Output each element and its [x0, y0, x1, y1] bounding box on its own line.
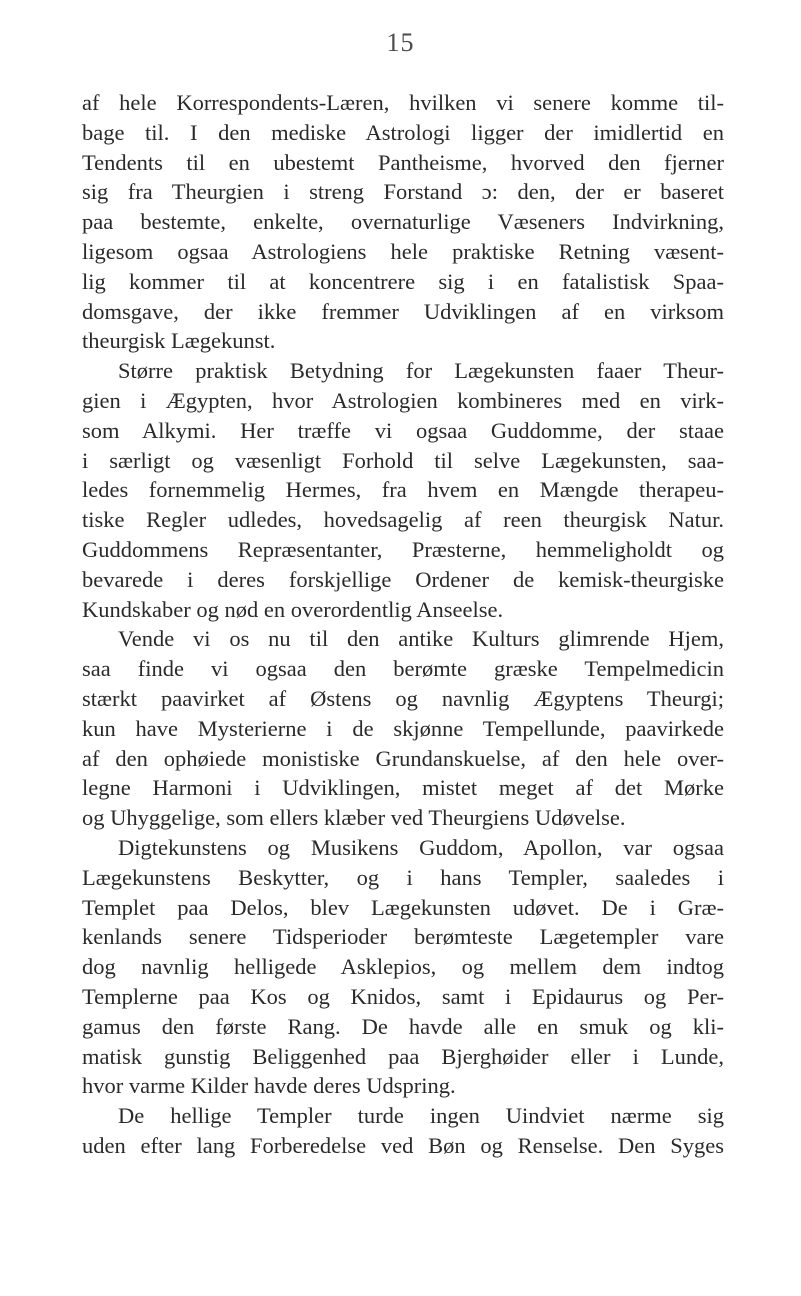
text-line: paa bestemte, enkelte, overnaturlige Væseners Indvirkning,: [82, 209, 724, 235]
text-line: og Uhyggelige, som ellers klæber ved Theurgiens Udøvelse.: [82, 805, 626, 831]
text-line: Guddommens Repræsentanter, Præsterne, hemmeligholdt og: [82, 536, 724, 562]
paragraph-start-line: Større praktisk Betydning for Lægekunsten faaer Theur-: [118, 358, 724, 384]
text-line: kenlands senere Tidsperioder berømteste Lægetempler vare: [82, 924, 724, 950]
text-line: uden efter lang Forberedelse ved Bøn og Renselse. Den Syges: [82, 1132, 724, 1158]
text-line: legne Harmoni i Udviklingen, mistet meget af det Mørke: [82, 775, 724, 801]
text-line: sig fra Theurgien i streng Forstand ɔ: den, der er baseret: [82, 179, 724, 205]
text-line: gamus den første Rang. De havde alle en smuk og kli-: [82, 1013, 724, 1039]
text-line: hvor varme Kilder havde deres Udspring.: [82, 1073, 456, 1099]
text-line: bevarede i deres forskjellige Ordener de kemisk-theurgiske: [82, 566, 724, 592]
text-line: Tendents til en ubestemt Pantheisme, hvorved den fjerner: [82, 149, 724, 175]
text-line: Templerne paa Kos og Knidos, samt i Epidaurus og Per-: [82, 983, 724, 1009]
text-line: stærkt paavirket af Østens og navnlig Ægyptens Theurgi;: [82, 685, 724, 711]
text-line: gien i Ægypten, hvor Astrologien kombineres med en virk-: [82, 387, 724, 413]
text-line: Kundskaber og nød en overordentlig Anseelse.: [82, 596, 504, 622]
text-line: domsgave, der ikke fremmer Udviklingen af en virksom: [82, 298, 724, 324]
text-line: som Alkymi. Her træffe vi ogsaa Guddomme, der staae: [82, 417, 724, 443]
text-line: saa finde vi ogsaa den berømte græske Tempelmedicin: [82, 656, 724, 682]
paragraph-start-line: Vende vi os nu til den antike Kulturs glimrende Hjem,: [118, 626, 724, 652]
text-line: theurgisk Lægekunst.: [82, 328, 276, 354]
text-line: dog navnlig helligede Asklepios, og mellem dem indtog: [82, 954, 724, 980]
text-line: matisk gunstig Beliggenhed paa Bjerghøider eller i Lunde,: [82, 1043, 724, 1069]
text-line: lig kommer til at koncentrere sig i en fatalistisk Spaa-: [82, 268, 724, 294]
text-line: i særligt og væsenligt Forhold til selve Lægekunsten, saa-: [82, 447, 724, 473]
text-line: Templet paa Delos, blev Lægekunsten udøvet. De i Græ-: [82, 894, 724, 920]
text-line: Lægekunstens Beskytter, og i hans Templer, saaledes i: [82, 864, 724, 890]
text-line: tiske Regler udledes, hovedsagelig af reen theurgisk Natur.: [82, 507, 724, 533]
text-line: ledes fornemmelig Hermes, fra hvem en Mængde therapeu-: [82, 477, 724, 503]
text-line: bage til. I den mediske Astrologi ligger der imidlertid en: [82, 119, 724, 145]
text-line: af hele Korrespondents-Læren, hvilken vi senere komme til-: [82, 90, 724, 115]
text-line: ligesom ogsaa Astrologiens hele praktiske Retning væsent-: [82, 238, 724, 264]
page-number: 15: [386, 28, 415, 57]
text-line: af den ophøiede monistiske Grundanskuelse, af den hele over-: [82, 745, 724, 771]
text-line: kun have Mysterierne i de skjønne Tempellunde, paavirkede: [82, 715, 724, 741]
body-text: [82, 88, 724, 1161]
paragraph-start-line: Digtekunstens og Musikens Guddom, Apollon, var ogsaa: [118, 834, 724, 860]
paragraph-start-line: De hellige Templer turde ingen Uindviet nærme sig: [118, 1103, 724, 1129]
